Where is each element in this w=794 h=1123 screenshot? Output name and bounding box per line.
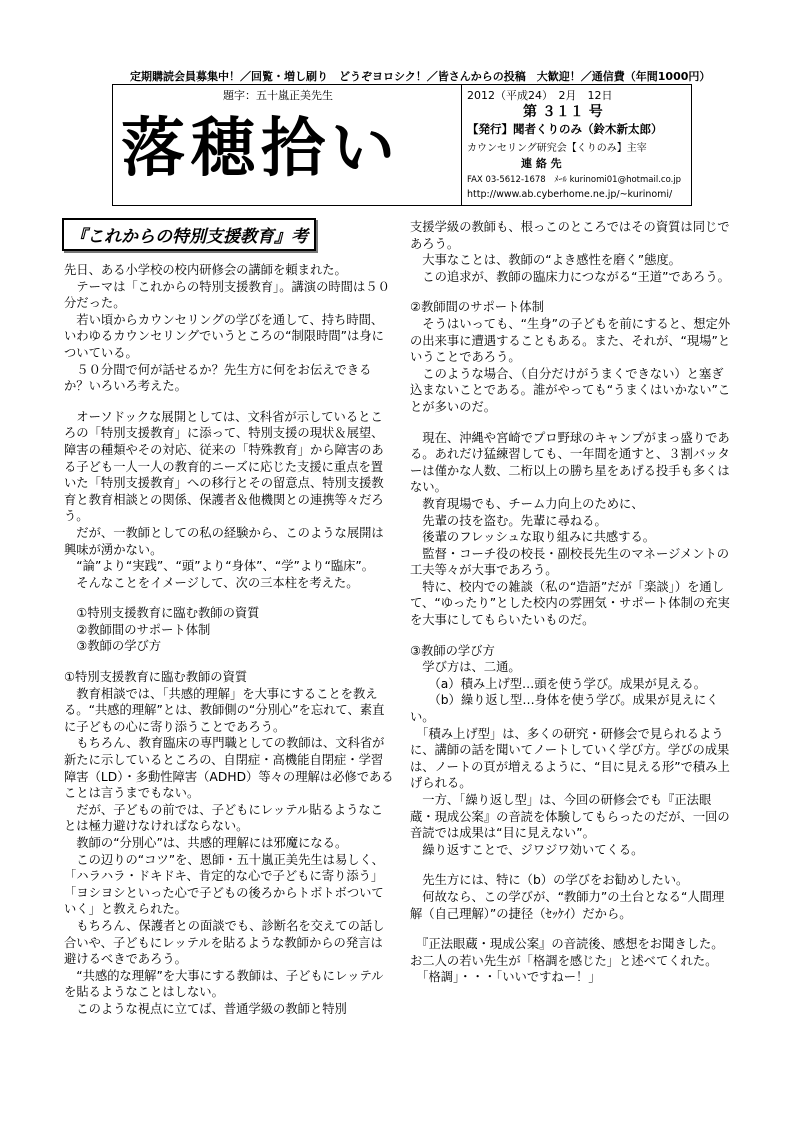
paragraph: 先日、ある小学校の校内研修会の講師を頼まれた。 [64,263,347,277]
paragraph: “論”より“実践”、“頭”より“身体”、“学”より“臨床”。 [64,559,375,574]
paragraph: 教育相談では、「共感的理解」を大事にすることを教える。“共感的理解”とは、教師側の“分別心”を忘れて、素直に子どもの心に寄り添うことであろう。 [64,686,385,734]
paragraph-gap [64,655,394,669]
publisher: 【発行】聞者くりのみ（鈴木新太郎） [467,122,663,136]
paragraph: 先輩の技を盗む。先輩に尋ねる。 [410,513,607,528]
paragraph: 教育現場でも、チーム力向上のために、 [410,496,644,511]
article-column-left [64,262,394,1018]
paragraph: 「格調」・・・「いいですねー！」 [410,970,601,985]
paragraph: 特に、校内での雑談（私の“造語”だが「楽談」）を通して、“ゆったり”とした校内の雰囲気・サポート体制の充実を大事にしてもらいたいものだ。 [410,579,730,628]
paragraph-gap [410,922,732,936]
paragraph: このような視点に立てば、普通学級の教師と特別 [64,1001,347,1016]
paragraph: 学び方は、二通。 [410,660,521,675]
masthead-title-box [113,85,462,205]
paragraph: “共感的な理解”を大事にする教師は、子どもにレッテルを貼るようなことはしない。 [64,968,384,1000]
paragraph: もちろん、保護者との面談でも、診断名を交えての話し合いや、子どもにレッテルを貼るような教師からの発言は避けるべきであろう。 [64,918,385,967]
paragraph: だが、子どもの前では、子どもにレッテル貼るようなことは極力避けなければならない。 [64,802,383,834]
paragraph: このような場合、（自分だけがうまくできない）と塞ぎ込まないことである。誰がやっても“うまくはいかない”ことが多いのだ。 [410,366,731,414]
paragraph: ③教師の学び方 [410,643,495,658]
paragraph: そんなことをイメージして、次の三本柱を考えた。 [64,575,359,590]
paragraph: そうはいっても、“生身”の子どもを前にすると、想定外の出来事に遭遇することもある。また、それが、“現場”ということであろう。 [410,316,731,365]
paragraph: 『正法眼蔵・現成公案』の音読後、感想をお聞きした。お二人の若い先生が「格調を感じた」と述べてくれた。 [410,937,724,968]
paragraph: この追求が、教師の臨床力につながる“王道”であろう。 [410,269,730,284]
newsletter-title-logo: 落穂拾い [121,111,401,186]
contact-label: 連 絡 先 [521,157,562,170]
issue-number: 第 ３１１ 号 [523,104,603,120]
paragraph: （a）積み上げ型…頭を使う学び。成果が見える。 [410,676,707,691]
paragraph-gap [64,395,394,409]
masthead [112,84,692,206]
paragraph-gap [410,858,732,872]
paragraph: だが、一教師としての私の経験から、このような展開は興味が湧かない。 [64,525,384,557]
subscription-banner: 定期購読会員募集中！／回覧・増し刷り どうぞヨロシク！／皆さんからの投稿 大歓迎！／通信費（年間1000円） [130,70,711,83]
paragraph: ５０分間で何が話せるか？先生方に何をお伝えできるか？いろいろ考えた。 [64,362,372,394]
paragraph: テーマは「これからの特別支援教育」。講演の時間は５０分だった。 [64,279,390,311]
paragraph: 先生方には、特に（b）の学びをお勧めしたい。 [410,873,689,888]
paragraph: この辺りの“コツ”を、恩師・五十嵐正美先生は易しく、「ハラハラ・ドキドキ、肯定的な心で子どもに寄り添う」「ヨシヨシといった心で子どもの後ろからトボトボついていく」と教えられた。 [64,852,384,917]
paragraph: オーソドックな展開としては、文科省が示しているところの「特別支援教育」に添って、特別支援の現状＆展望、障害の種類やその対応、従来の「特殊教育」から障害のある子ども一人一人の教育的ニーズに応じた支援に重点を置いた「特別支援教育」への移行とその留意点、特別支援教育と教育相談との関係、保護者＆他機関との連携等々だろう。 [64,409,384,524]
paragraph: ①特別支援教育に臨む教師の資質 [64,670,248,685]
paragraph: 繰り返すことで、ジワジワ効いてくる。 [410,842,644,857]
paragraph: 教師の“分別心”は、共感的理解には邪魔になる。 [64,836,348,850]
issue-date: 2012（平成24） 2月 12日 [467,89,613,102]
paragraph-gap [410,285,732,299]
paragraph: 監督・コーチ役の校長・副校長先生のマネージメントの工夫等々が大事であろう。 [410,546,730,578]
calligraphy-credit: 題字：五十嵐正美先生 [223,89,333,102]
masthead-info [465,85,689,205]
paragraph: 支援学級の教師も、根っこのところではその資質は同じであろう。 [410,220,730,251]
organization: カウンセリング研究会【くりのみ】主宰 [467,143,647,154]
paragraph: （b）繰り返し型…身体を使う学び。成果が見えにくい。 [410,693,719,725]
paragraph: 大事なことは、教師の“よき感性を磨く”態度。 [410,253,681,268]
paragraph: ①特別支援教育に臨む教師の資質 [64,606,260,621]
website-url[interactable]: http://www.ab.cyberhome.ne.jp/~kurinomi/ [467,189,673,200]
article-title: 『これからの特別支援教育』考 [62,218,316,251]
article-column-right [410,219,732,986]
paragraph: 何故なら、この学びが、“教師力”の土台となる“人間理解（自己理解）”の捷径（ｾｯｹｲ）だから。 [410,889,725,921]
paragraph: ③教師の学び方 [64,639,162,654]
paragraph-gap [410,629,732,643]
paragraph: 一方、「繰り返し型」は、今回の研修会でも『正法眼蔵・現成公案』の音読を体験してもらったのだが、一回の音読では成果は“目に見えない”。 [410,793,730,841]
paragraph-gap [64,591,394,605]
paragraph-gap [410,416,732,430]
paragraph: ②教師間のサポート体制 [64,622,211,637]
paragraph: 現在、沖縄や宮崎でプロ野球のキャンプがまっ盛りである。あれだけ猛練習しても、一年間を通すと、３割バッターは僅かな人数、二桁以上の勝ち星をあげる投手も多くはない。 [410,430,730,495]
fax-email: FAX 03-5612-1678 ﾒｰﾙ kurinomi01@hotmail.co.jp [467,175,682,185]
paragraph: 後輩のフレッシュな取り組みに共感する。 [410,530,656,545]
paragraph: 若い頃からカウンセリングの学びを通して、持ち時間、いわゆるカウンセリングでいうところの“制限時間”は身についている。 [64,312,384,360]
paragraph: ②教師間のサポート体制 [410,300,544,315]
paragraph: 「積み上げ型」は、多くの研究・研修会で見られるように、講師の話を聞いてノートしていく学び方。学びの成果は、ノートの頁が増えるように、“目に見える形”で積み上げられる。 [410,726,730,791]
paragraph: もちろん、教育臨床の専門職としての教師は、文科省が新たに示しているところの、自閉症・高機能自閉症・学習障害（LD）・多動性障害（ADHD）等々の理解は必修であることは言うまでもない。 [64,736,394,801]
